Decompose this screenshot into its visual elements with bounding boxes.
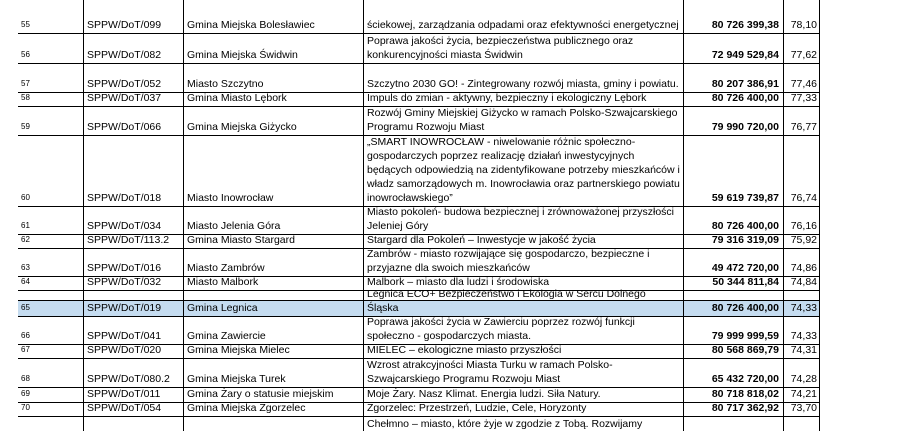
application-id: SPPW/DoT/016 — [87, 262, 162, 274]
row-number: 67 — [21, 345, 30, 354]
application-id: SPPW/DoT/041 — [87, 330, 162, 342]
table-row[interactable] — [18, 64, 820, 93]
project-title: Rozwój Gminy Miejskiej Giżycko w ramach Polsko-Szwajcarskiego Programu Rozwoju Miast — [367, 107, 678, 133]
score: 76,74 — [790, 192, 817, 204]
project-title: Stargard dla Pokoleń – Inwestycje w jakość życia — [367, 234, 596, 246]
beneficiary: Gmina Zawiercie — [187, 330, 266, 342]
score: 74,33 — [790, 330, 817, 342]
beneficiary: Gmina Miejska Mielec — [187, 344, 290, 356]
score: 78,10 — [790, 19, 817, 31]
row-number: 60 — [21, 193, 30, 202]
table-row[interactable] — [18, 345, 820, 359]
project-title: Szczytno 2030 GO! - Zintegrowany rozwój miasta, gminy i powiatu. — [367, 78, 679, 90]
table-row[interactable] — [18, 403, 820, 417]
row-number: 61 — [21, 221, 30, 230]
application-id: SPPW/DoT/052 — [87, 78, 162, 90]
beneficiary: Gmina Miejska Zgorzelec — [187, 402, 306, 414]
application-id: SPPW/DoT/080.2 — [87, 373, 170, 385]
table-row[interactable] — [18, 93, 820, 107]
beneficiary: Gmina Żary o statusie miejskim — [187, 388, 334, 400]
project-title: Legnica ECO+ Bezpieczeństwo i Ekologia w Sercu Dolnego Śląska — [367, 288, 646, 314]
table-row[interactable] — [18, 0, 820, 34]
project-title: Zambrów - miasto rozwijające się gospodarczo, bezpieczne i przyjazne dla swoich mieszkańców — [367, 248, 650, 274]
application-id: SPPW/DoT/018 — [87, 192, 162, 204]
beneficiary: Miasto Malbork — [187, 276, 259, 288]
table-row[interactable] — [18, 359, 820, 388]
beneficiary: Gmina Miejska Turek — [187, 373, 286, 385]
project-title: Poprawa jakości życia, bezpieczeństwa publicznego oraz konkurencyjności miasta Świdwin — [367, 35, 634, 61]
score: 74,86 — [790, 262, 817, 274]
amount: 59 619 739,87 — [711, 192, 779, 204]
score: 73,70 — [790, 402, 817, 414]
amount: 80 726 400,00 — [711, 92, 779, 104]
amount: 80 568 869,79 — [711, 344, 779, 356]
row-number: 69 — [21, 389, 30, 398]
row-number: 64 — [21, 277, 30, 286]
amount: 79 990 720,00 — [711, 121, 779, 133]
score: 77,46 — [790, 78, 817, 90]
score: 76,77 — [790, 121, 817, 133]
amount: 65 432 720,00 — [711, 373, 779, 385]
score: 74,84 — [790, 276, 817, 288]
score: 77,33 — [790, 92, 817, 104]
project-title: ściekowej, zarządzania odpadami oraz efektywności energetycznej — [367, 19, 679, 31]
amount: 80 726 400,00 — [711, 220, 779, 232]
project-title: MIELEC – ekologiczne miasto przyszłości — [367, 344, 562, 356]
row-number: 65 — [21, 303, 30, 312]
beneficiary: Miasto Szczytno — [187, 78, 264, 90]
application-id: SPPW/DoT/034 — [87, 220, 162, 232]
table-row[interactable] — [18, 417, 820, 431]
row-number: 59 — [21, 122, 30, 131]
amount: 80 726 399,38 — [711, 19, 779, 31]
table-row[interactable] — [18, 136, 820, 207]
application-id: SPPW/DoT/032 — [87, 276, 162, 288]
beneficiary: Miasto Jelenia Góra — [187, 220, 281, 232]
application-id: SPPW/DoT/066 — [87, 121, 162, 133]
table-row[interactable] — [18, 249, 820, 277]
amount: 80 717 362,92 — [711, 402, 779, 414]
beneficiary: Miasto Inowrocław — [187, 192, 274, 204]
amount: 80 718 818,02 — [711, 388, 779, 400]
application-id: SPPW/DoT/082 — [87, 49, 162, 61]
application-id: SPPW/DoT/099 — [87, 19, 162, 31]
beneficiary: Gmina Miejska Giżycko — [187, 121, 297, 133]
project-title: Moje Żary. Nasz Klimat. Energia ludzi. Siła Natury. — [367, 388, 601, 400]
score: 74,21 — [790, 388, 817, 400]
beneficiary: Gmina Miasto Lębork — [187, 92, 287, 104]
table-row[interactable] — [18, 317, 820, 345]
amount: 80 207 386,91 — [711, 78, 779, 90]
results-table — [18, 0, 820, 431]
project-title: Chełmno – miasto, które żyje w zgodzie z Tobą. Rozwijamy — [367, 418, 643, 430]
row-number: 63 — [21, 263, 30, 272]
score: 74,31 — [790, 344, 817, 356]
row-number: 70 — [21, 403, 30, 412]
project-title: Malbork – miasto dla ludzi i środowiska — [367, 276, 550, 288]
row-number: 55 — [21, 20, 30, 29]
amount: 79 316 319,09 — [711, 234, 779, 246]
score: 74,33 — [790, 302, 817, 314]
beneficiary: Gmina Miejska Bolesławiec — [187, 19, 315, 31]
row-number: 62 — [21, 235, 30, 244]
project-title: Wzrost atrakcyjności Miasta Turku w ramach Polsko-Szwajcarskiego Programu Rozwoju Miast — [367, 359, 613, 385]
beneficiary: Miasto Zambrów — [187, 262, 265, 274]
application-id: SPPW/DoT/020 — [87, 344, 162, 356]
table-row[interactable] — [18, 107, 820, 136]
row-number: 56 — [21, 50, 30, 59]
project-title: „SMART INOWROCŁAW - niwelowanie różnic społeczno-gospodarczych poprzez realizację działań inwestycyjnych będących odpowiedzią na zidentyfikowane potrzeby mieszkańców i władz samorządowych m. Inowrocławia oraz partnerskiego powiatu inowrocławskiego” — [367, 136, 680, 204]
score: 75,92 — [790, 234, 817, 246]
row-number: 57 — [21, 79, 30, 88]
application-id: SPPW/DoT/113.2 — [87, 234, 170, 246]
table-row[interactable] — [18, 34, 820, 64]
project-title: Impuls do zmian - aktywny, bezpieczny i ekologiczny Lębork — [367, 92, 647, 104]
row-number: 66 — [21, 331, 30, 340]
score: 77,62 — [790, 49, 817, 61]
amount: 80 726 400,00 — [711, 302, 779, 314]
beneficiary: Gmina Miasto Stargard — [187, 234, 295, 246]
application-id: SPPW/DoT/037 — [87, 92, 162, 104]
application-id: SPPW/DoT/011 — [87, 388, 161, 400]
table-row[interactable] — [18, 207, 820, 235]
amount: 50 344 811,84 — [712, 276, 779, 288]
project-title: Poprawa jakości życia w Zawierciu poprzez rozwój funkcji społeczno - gospodarczych miasta. — [367, 316, 635, 342]
application-id: SPPW/DoT/019 — [87, 302, 162, 314]
score: 76,16 — [790, 220, 817, 232]
row-number: 68 — [21, 374, 30, 383]
beneficiary: Gmina Miejska Świdwin — [187, 49, 298, 61]
project-title: Miasto pokoleń- budowa bezpiecznej i zrównoważonej przyszłości Jeleniej Góry — [367, 206, 674, 232]
row-number: 58 — [21, 93, 30, 102]
application-id: SPPW/DoT/054 — [87, 402, 162, 414]
amount: 79 999 999,59 — [711, 330, 779, 342]
amount: 72 949 529,84 — [711, 49, 779, 61]
beneficiary: Gmina Legnica — [187, 302, 258, 314]
score: 74,28 — [790, 373, 817, 385]
amount: 49 472 720,00 — [711, 262, 779, 274]
project-title: Zgorzelec: Przestrzeń, Ludzie, Cele, Horyzonty — [367, 402, 587, 414]
